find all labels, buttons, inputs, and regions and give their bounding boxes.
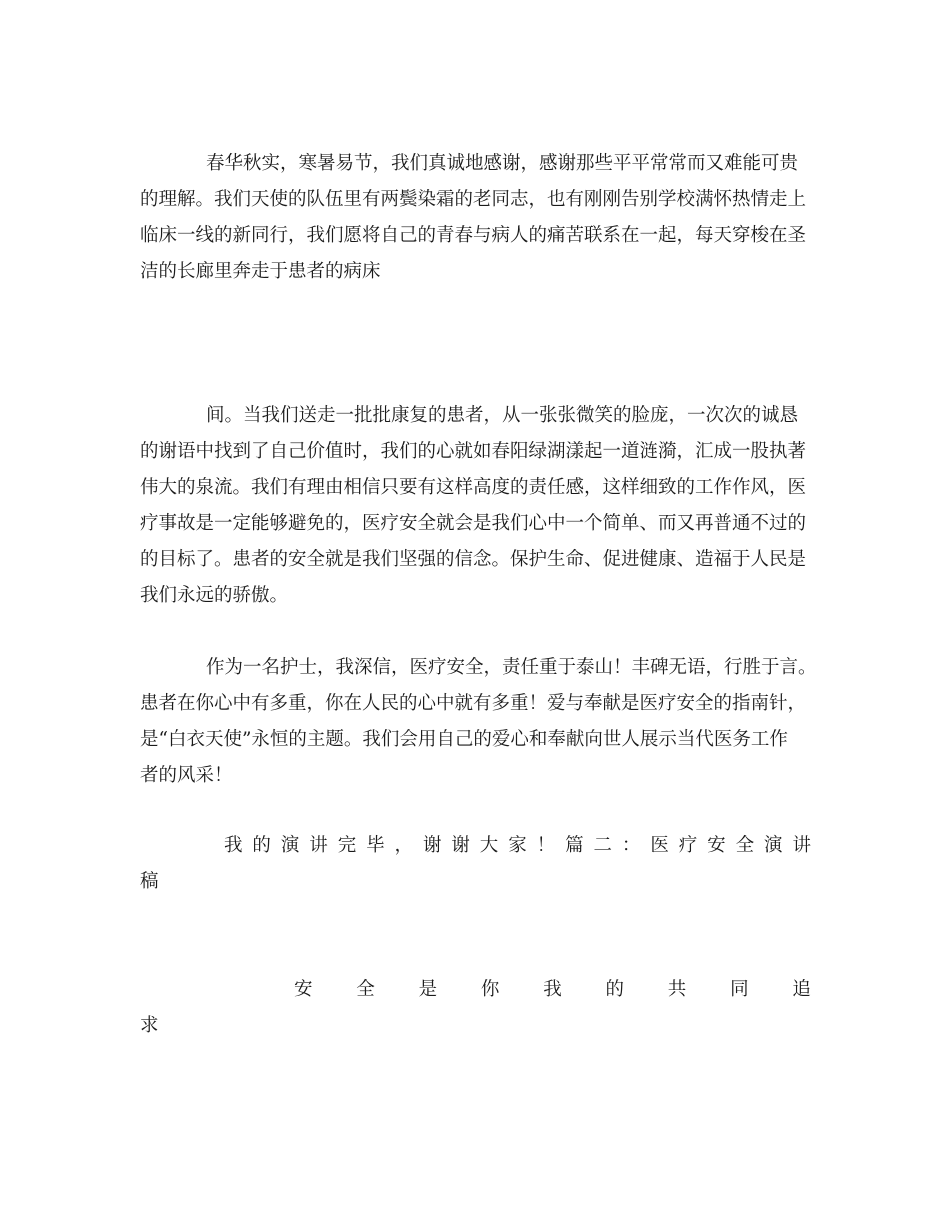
closing-char: 篇 — [565, 835, 584, 856]
heading2-char: 追 — [792, 979, 811, 1000]
closing-char: 大 — [479, 835, 499, 856]
closing-char: 疗 — [678, 835, 698, 856]
closing-char: 二 — [593, 835, 612, 856]
closing-char: 完 — [337, 835, 357, 856]
closing-char: 讲 — [792, 835, 811, 856]
paragraph1-line-1: 春华秋实，寒暑易节，我们真诚地感谢，感谢那些平平常常而又难能可贵 — [206, 153, 799, 174]
closing-char: 谢 — [451, 835, 470, 856]
heading2-line — [294, 978, 811, 1002]
heading2-char: 共 — [667, 979, 687, 1000]
paragraph3-line-2: 患者在你心中有多重，你在人民的心中就有多重！爱与奉献是医疗安全的指南针， — [140, 693, 807, 714]
closing-char: 安 — [707, 835, 726, 856]
paragraph2-line-5: 的目标了。患者的安全就是我们坚强的信念。保护生命、促进健康、造福于人民是 — [140, 549, 807, 570]
heading2-char: 同 — [730, 979, 749, 1000]
paragraph3-line-3: 是“白衣天使”永恒的主题。我们会用自己的爱心和奉献向世人展示当代医务工作 — [140, 729, 788, 750]
closing-char: 家 — [508, 835, 527, 856]
closing-char: 谢 — [422, 835, 442, 856]
paragraph2-line-4: 疗事故是一定能够避免的，医疗安全就会是我们心中一个简单、而又再普通不过的 — [140, 513, 807, 534]
paragraph2-line-2: 的谢语中找到了自己价值时，我们的心就如春阳绿湖漾起一道涟漪，汇成一股执著 — [140, 441, 807, 462]
paragraph2-line-1: 间。当我们送走一批批康复的患者，从一张张微笑的脸庞，一次次的诚恳 — [206, 405, 799, 426]
closing-char: 医 — [650, 835, 669, 856]
heading2-char: 我 — [543, 979, 562, 1000]
closing-char: 讲 — [309, 835, 328, 856]
paragraph2-line-3: 伟大的泉流。我们有理由相信只要有这样高度的责任感，这样细致的工作作风，医 — [140, 477, 807, 498]
paragraph1-line-2: 的理解。我们天使的队伍里有两鬓染霜的老同志，也有刚刚告别学校满怀热情走上 — [140, 189, 807, 210]
closing-char: 全 — [735, 835, 755, 856]
paragraph1-line-4: 洁的长廊里奔走于患者的病床 — [140, 261, 381, 282]
closing-char: 演 — [280, 835, 300, 856]
heading2-tail: 求 — [140, 1015, 159, 1036]
paragraph3-line-1: 作为一名护士，我深信，医疗安全，责任重于泰山！丰碑无语，行胜于言。 — [206, 657, 817, 678]
closing-char: 毕 — [366, 835, 385, 856]
paragraph3-line-4: 者的风采！ — [140, 765, 233, 786]
paragraph2-line-6: 我们永远的骄傲。 — [140, 585, 289, 606]
closing-line — [224, 834, 811, 858]
closing-char: ： — [621, 835, 641, 856]
closing-char: ， — [394, 835, 414, 856]
heading2-char: 安 — [294, 979, 313, 1000]
heading2-char: 全 — [356, 979, 375, 1000]
closing-tail: 稿 — [140, 871, 159, 892]
paragraph1-line-3: 临床一线的新同行，我们愿将自己的青春与病人的痛苦联系在一起，每天穿梭在圣 — [140, 225, 807, 246]
heading2-char: 你 — [480, 979, 500, 1000]
closing-char: 的 — [252, 835, 271, 856]
heading2-char: 的 — [605, 979, 624, 1000]
closing-char: 演 — [764, 835, 783, 856]
closing-char: ！ — [536, 835, 556, 856]
heading2-char: 是 — [418, 979, 438, 1000]
closing-char: 我 — [224, 835, 243, 856]
